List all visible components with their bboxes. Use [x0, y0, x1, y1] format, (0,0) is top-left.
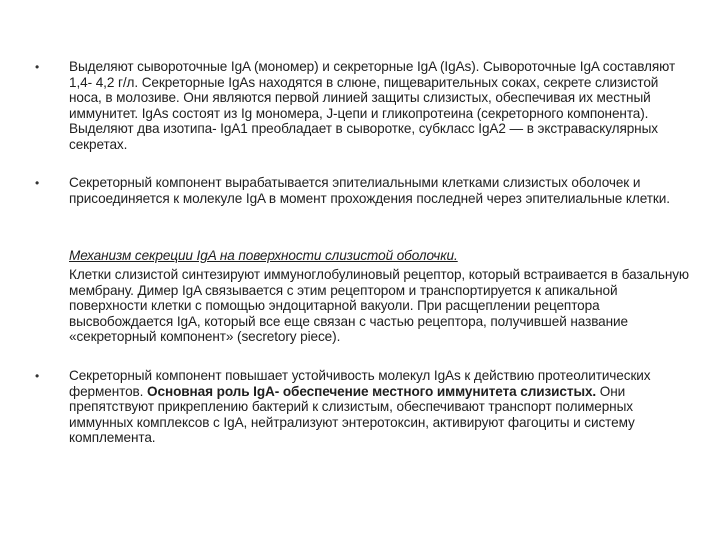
bullet-marker-2: •	[35, 176, 40, 190]
bullet-paragraph-iga-role	[69, 368, 689, 446]
bullet-marker-1: •	[35, 60, 40, 74]
bullet-marker-3: •	[35, 369, 40, 383]
iga-role-bold-text: Основная роль IgA- обеспечение местного иммунитета слизистых.	[147, 383, 597, 399]
section-paragraph-secretion-mechanism: Клетки слизистой синтезируют иммуноглобулиновый рецептор, который встраивается в базальную мембрану. Димер IgA связывается с этим рецептором и транспортируется к апикальной поверхности клетки с помощью эндоцитарной вакуоли. При расщеплении рецептора высвобождается IgA, который все еще связан с частью рецептора, получившей название «секреторный компонент» (secretory piece).	[69, 267, 690, 345]
section-heading: Механизм секреции IgA на поверхности слизистой оболочки.	[69, 248, 458, 263]
bullet-paragraph-secretory-component: Секреторный компонент вырабатывается эпителиальными клетками слизистых оболочек и присоединяется к молекуле IgA в момент прохождения последней через эпителиальные клетки.	[69, 175, 670, 206]
iga-role-text-start: Секреторный компонент повышает устойчивость молекул IgAs к действию протеолитических ферментов.	[69, 368, 651, 399]
iga-role-text-end: Они препятствуют прикреплению бактерий к слизистым, обеспечивают транспорт полимерных иммунных комплексов с IgA, нейтрализуют энтеротоксин, активируют фагоциты и систему комплемента.	[69, 383, 635, 446]
bullet-paragraph-serum-iga: Выделяют сывороточные IgA (мономер) и секреторные IgA (IgAs). Сывороточные IgA составляют 1,4- 4,2 г/л. Секреторные IgAs находятся в слюне, пищеварительных соках, секрете слизистой носа, в молозиве. Они являются первой линией защиты слизистых, обеспечивая их местный иммунитет. IgAs состоят из Ig мономера, J-цепи и гликопротеина (секреторного компонента). Выделяют два изотипа- IgA1 преобладает в сыворотке, субкласс IgA2 — в экстраваскулярных секретах.	[69, 59, 676, 152]
